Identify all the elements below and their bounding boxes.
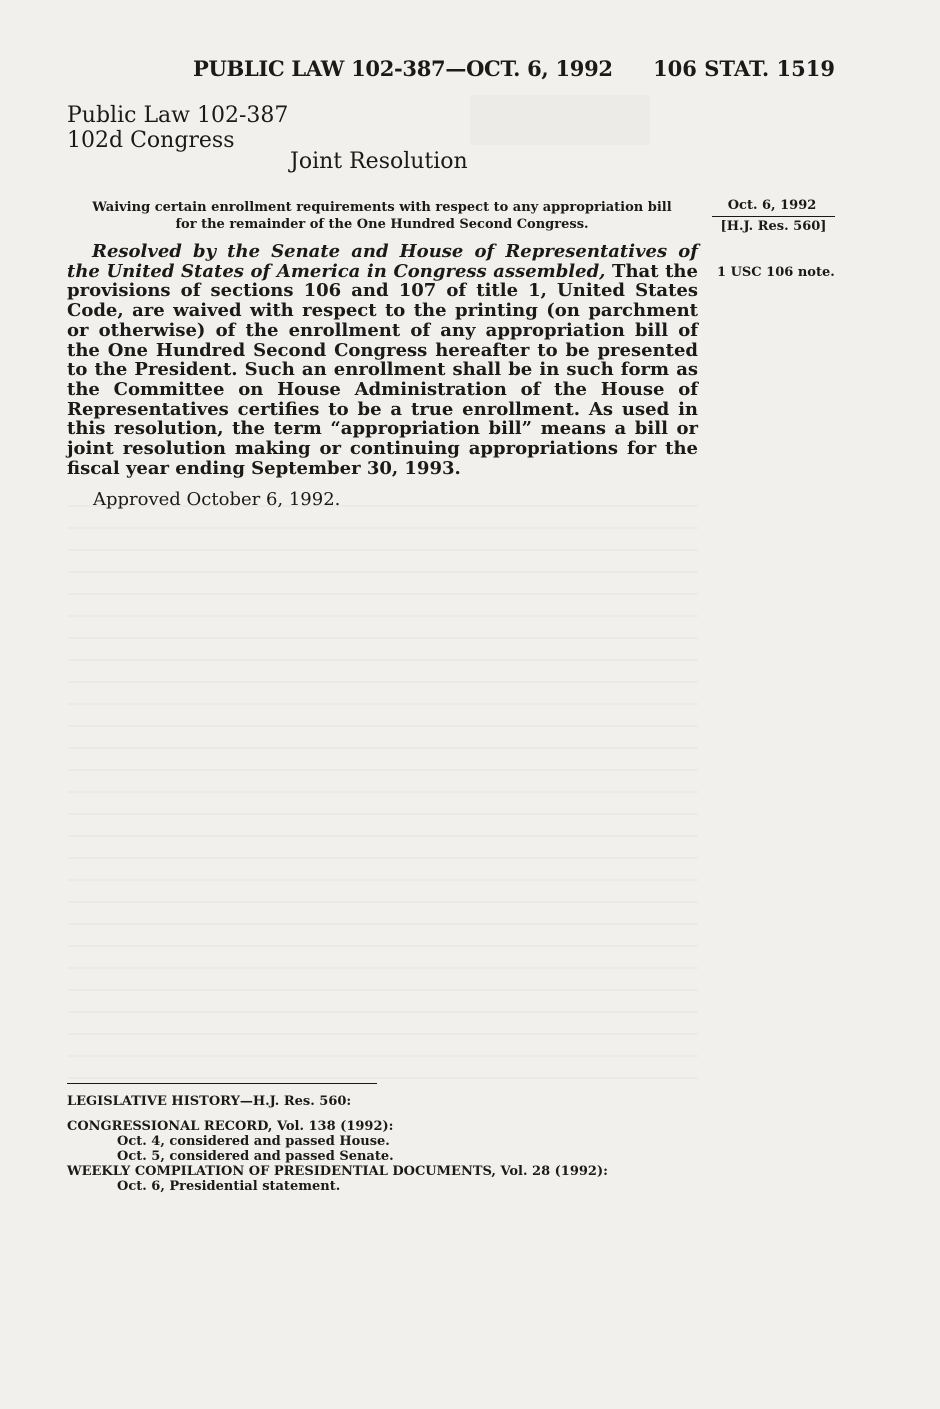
- history-entry: Oct. 6, Presidential statement.: [117, 1179, 341, 1194]
- margin-note-date: Oct. 6, 1992: [727, 198, 817, 213]
- weekly-compilation-line: WEEKLY COMPILATION OF PRESIDENTIAL DOCUMENTS, Vol. 28 (1992):: [67, 1164, 608, 1179]
- history-divider: [67, 1083, 377, 1084]
- bleed-through-shade: [470, 95, 650, 145]
- congressional-record-line: CONGRESSIONAL RECORD, Vol. 138 (1992):: [67, 1119, 394, 1134]
- legislative-history-heading: LEGISLATIVE HISTORY—H.J. Res. 560:: [67, 1094, 352, 1109]
- purpose-statement: [67, 199, 697, 233]
- approval-date: Approved October 6, 1992.: [93, 489, 341, 510]
- bleed-through-shade: [68, 505, 698, 1085]
- law-number: Public Law 102-387: [67, 103, 289, 128]
- resolution-type-heading: Joint Resolution: [290, 149, 468, 174]
- history-entry: Oct. 5, considered and passed Senate.: [117, 1149, 394, 1164]
- margin-note-divider: [712, 216, 835, 217]
- margin-note-citation: 1 USC 106 note.: [717, 265, 835, 280]
- purpose-line: Waiving certain enrollment requirements with respect to any appropriation bill: [92, 200, 672, 215]
- resolution-text: That the provisions of sections 106 and 107 of title 1, United States Code, are waived with respect to the printing (on parchment or otherwise) of the enrollment of any appropriation bill of the One Hundred Second Congress hereafter to be presented to the President. Such an enrollment shall be in such form as the Committee on House Administration of the House of Representatives certifies to be a true enrollment. As used in this resolution, the term “appropriation bill” means a bill or joint resolution making or continuing appropriations for the fiscal year ending September 30, 1993.: [67, 260, 698, 479]
- history-entry: Oct. 4, considered and passed House.: [117, 1134, 390, 1149]
- enacting-clause: Resolved by the Senate and House of Representatives of the United States of America in Congress assembled,: [67, 241, 698, 282]
- purpose-line: for the remainder of the One Hundred Second Congress.: [175, 217, 589, 232]
- congress-session: 102d Congress: [67, 128, 235, 153]
- resolution-body: [67, 242, 698, 478]
- running-title: PUBLIC LAW 102-387—OCT. 6, 1992: [193, 56, 613, 81]
- stat-page-number: 106 STAT. 1519: [653, 56, 835, 81]
- margin-note-resolution: [H.J. Res. 560]: [720, 219, 827, 234]
